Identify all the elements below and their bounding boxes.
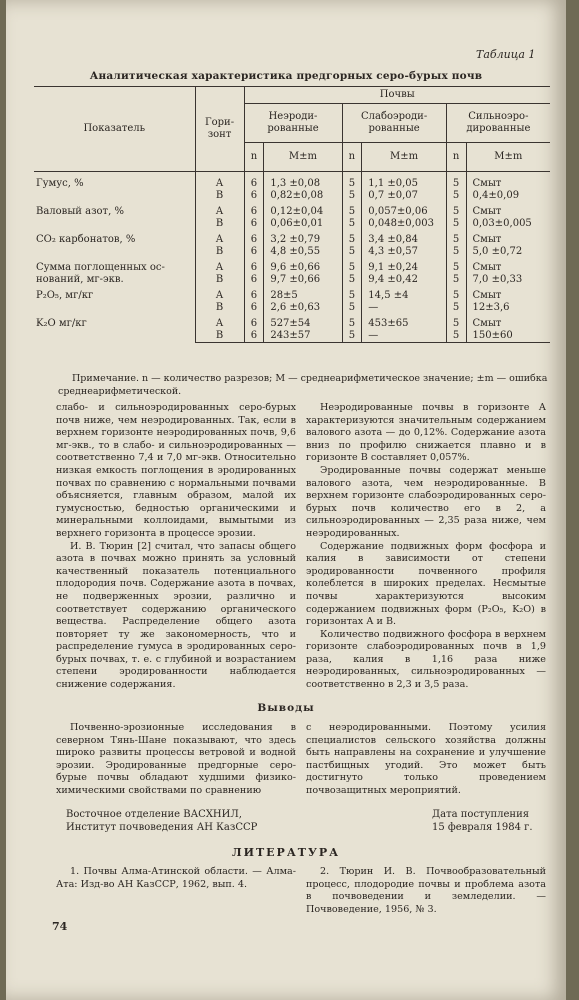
- mean-cell: 5,0 ±0,72: [466, 246, 550, 258]
- mean-cell: 0,06±0,01: [264, 218, 342, 230]
- n-cell: 5: [342, 330, 362, 343]
- n-cell: 6: [244, 258, 264, 274]
- n-cell: 5: [446, 330, 466, 343]
- n-cell: 6: [244, 218, 264, 230]
- header-mean: M±m: [264, 143, 342, 172]
- paragraph: Неэродированные почвы в горизонте А характеризуются значительным содержанием валового азота — до 0,12%. Содержание азота вниз по профилю снижается плавно и в горизонте В составляет 0,057%.: [306, 402, 546, 464]
- horizon-cell: B: [195, 246, 244, 258]
- row-label: Валовый азот, %: [36, 206, 124, 217]
- horizon-cell: A: [195, 286, 244, 302]
- n-cell: 5: [342, 230, 362, 246]
- mean-cell: 9,7 ±0,66: [264, 274, 342, 286]
- affiliation: [66, 808, 257, 834]
- mean-cell: 1,3 ±0,08: [264, 172, 342, 191]
- mean-cell: 9,1 ±0,24: [362, 258, 446, 274]
- table-note: Примечание. n — количество разрезов; M — среднеарифметическое значение; ±m — ошибка среднеарифметической.: [58, 373, 548, 397]
- page-number: 74: [52, 920, 68, 933]
- n-cell: 6: [244, 246, 264, 258]
- table-row: [34, 286, 550, 302]
- n-cell: 5: [446, 172, 466, 191]
- header-horizon: Гори- зонт: [195, 87, 244, 172]
- n-cell: 6: [244, 202, 264, 218]
- n-cell: 5: [342, 258, 362, 274]
- row-label: P₂O₅, мг/кг: [36, 290, 94, 301]
- mean-cell: 3,2 ±0,79: [264, 230, 342, 246]
- table-title: Аналитическая характеристика предгорных серо-бурых почв: [89, 70, 483, 82]
- paragraph: Почвенно-эрозионные исследования в северном Тянь-Шане показывают, что здесь широко развиты процессы ветровой и водной эрозии. Эродированные предгорные серо-бурые почвы обладают худшими физико-химическими свойствами по сравнению: [56, 722, 296, 796]
- reference-text: 2. Тюрин И. В. Почвообразовательный процесс, плодородие почвы и проблема азота в почвоведении и земледелии. — Почвоведение, 1956, № 3.: [306, 866, 546, 915]
- received-date: [432, 808, 533, 834]
- mean-cell: 0,4±0,09: [466, 190, 550, 202]
- table-row: [34, 202, 550, 218]
- n-cell: 6: [244, 274, 264, 286]
- header-group-noneroded: Неэроди- рованные: [244, 104, 342, 143]
- paragraph: с неэродированными. Поэтому усилия специалистов сельского хозяйства должны быть направлены на сохранение и улучшение пастбищных угодий. Это может быть достигнуто только проведением почвозащитных мероприятий.: [306, 722, 546, 796]
- mean-cell: 12±3,6: [466, 302, 550, 314]
- mean-cell: 0,057±0,06: [362, 202, 446, 218]
- n-cell: 5: [446, 274, 466, 286]
- affiliation-line: Восточное отделение ВАСХНИЛ,: [66, 809, 242, 820]
- table-row: [34, 230, 550, 246]
- horizon-cell: B: [195, 190, 244, 202]
- n-cell: 5: [446, 190, 466, 202]
- mean-cell: Смыт: [466, 258, 550, 274]
- n-cell: 6: [244, 230, 264, 246]
- horizon-cell: B: [195, 218, 244, 230]
- mean-cell: 14,5 ±4: [362, 286, 446, 302]
- n-cell: 6: [244, 286, 264, 302]
- table-row: [34, 172, 550, 191]
- journal-page: [6, 0, 566, 1000]
- mean-cell: 453±65: [362, 314, 446, 330]
- mean-cell: 4,8 ±0,55: [264, 246, 342, 258]
- mean-cell: 9,4 ±0,42: [362, 274, 446, 286]
- n-cell: 5: [446, 218, 466, 230]
- paragraph: Эродированные почвы содержат меньше валового азота, чем неэродированные. В верхнем горизонте слабоэродированных серо-бурых почв количество его в 2, а сильноэродированных — 2,35 раза ниже, чем неэродированных.: [306, 464, 546, 539]
- conclusions-left: [56, 722, 296, 798]
- horizon-cell: A: [195, 258, 244, 274]
- mean-cell: 28±5: [264, 286, 342, 302]
- mean-cell: 527±54: [264, 314, 342, 330]
- reference-2: [306, 866, 546, 916]
- received-value: 15 февраля 1984 г.: [432, 822, 533, 833]
- n-cell: 6: [244, 190, 264, 202]
- header-mean: M±m: [362, 143, 446, 172]
- header-n: n: [342, 143, 362, 172]
- n-cell: 5: [342, 246, 362, 258]
- n-cell: 6: [244, 314, 264, 330]
- horizon-cell: A: [195, 172, 244, 191]
- mean-cell: —: [362, 302, 446, 314]
- reference-text: 1. Почвы Алма-Атинской области. — Алма-Ата: Изд-во АН КазССР, 1962, вып. 4.: [56, 866, 296, 890]
- table-row: [34, 258, 550, 274]
- mean-cell: 9,6 ±0,66: [264, 258, 342, 274]
- header-group-strongly-eroded: Сильноэро- дированные: [446, 104, 550, 143]
- n-cell: 5: [446, 302, 466, 314]
- mean-cell: Смыт: [466, 230, 550, 246]
- n-cell: 5: [342, 202, 362, 218]
- mean-cell: Смыт: [466, 286, 550, 302]
- n-cell: 5: [342, 286, 362, 302]
- n-cell: 5: [342, 218, 362, 230]
- mean-cell: 0,048±0,003: [362, 218, 446, 230]
- mean-cell: 7,0 ±0,33: [466, 274, 550, 286]
- row-label: Сумма поглощенных ос- нований, мг-экв.: [36, 262, 165, 285]
- n-cell: 5: [342, 274, 362, 286]
- horizon-cell: B: [195, 302, 244, 314]
- mean-cell: 4,3 ±0,57: [362, 246, 446, 258]
- affiliation-line: Институт почвоведения АН КазССР: [66, 822, 258, 833]
- n-cell: 6: [244, 302, 264, 314]
- n-cell: 5: [446, 246, 466, 258]
- horizon-cell: A: [195, 230, 244, 246]
- n-cell: 5: [342, 172, 362, 191]
- header-n: n: [446, 143, 466, 172]
- mean-cell: 0,12±0,04: [264, 202, 342, 218]
- header-n: n: [244, 143, 264, 172]
- table-caption: Таблица 1: [476, 48, 536, 61]
- mean-cell: 3,4 ±0,84: [362, 230, 446, 246]
- paragraph: Количество подвижного фосфора в верхнем горизонте слабоэродированных почв в 1,9 раза, калия в 1,16 раза ниже неэродированных, сильноэродированных — соответственно в 2,3 и 3,5 раза.: [306, 628, 546, 691]
- analysis-table: [34, 86, 550, 343]
- mean-cell: 150±60: [466, 330, 550, 343]
- mean-cell: Смыт: [466, 202, 550, 218]
- horizon-cell: B: [195, 330, 244, 343]
- row-label: CO₂ карбонатов, %: [36, 234, 136, 245]
- header-soils: Почвы: [244, 87, 550, 104]
- n-cell: 6: [244, 172, 264, 191]
- literature-heading: ЛИТЕРАТУРА: [231, 846, 341, 859]
- conclusions-heading: Выводы: [257, 702, 315, 714]
- text-column-left: [56, 402, 296, 692]
- header-indicator: Показатель: [34, 87, 195, 172]
- horizon-cell: A: [195, 314, 244, 330]
- mean-cell: Смыт: [466, 314, 550, 330]
- header-group-slightly-eroded: Слабоэроди- рованные: [342, 104, 446, 143]
- header-mean: M±m: [466, 143, 550, 172]
- n-cell: 6: [244, 330, 264, 343]
- conclusions-right: [306, 722, 546, 798]
- n-cell: 5: [446, 258, 466, 274]
- mean-cell: 0,7 ±0,07: [362, 190, 446, 202]
- mean-cell: 2,6 ±0,63: [264, 302, 342, 314]
- n-cell: 5: [446, 230, 466, 246]
- mean-cell: 1,1 ±0,05: [362, 172, 446, 191]
- mean-cell: 243±57: [264, 330, 342, 343]
- n-cell: 5: [446, 314, 466, 330]
- table-body: [34, 172, 550, 343]
- text-column-right: [306, 402, 546, 692]
- horizon-cell: A: [195, 202, 244, 218]
- n-cell: 5: [342, 190, 362, 202]
- reference-1: [56, 866, 296, 891]
- mean-cell: 0,82±0,08: [264, 190, 342, 202]
- n-cell: 5: [446, 202, 466, 218]
- n-cell: 5: [446, 286, 466, 302]
- paragraph: И. В. Тюрин [2] считал, что запасы общего азота в почвах можно принять за условный качественный показатель потенциального плодородия почв. Содержание азота в почвах, не подверженных эрозии, различно и соответствует содержанию органического вещества. Распределение общего азота повторяет ту же закономерность, что и распределение гумуса в эродированных серо-бурых почвах, т. е. с глубиной и возрастанием степени эродированности наблюдается снижение содержания.: [56, 540, 296, 691]
- table-row: [34, 314, 550, 330]
- mean-cell: Смыт: [466, 172, 550, 191]
- row-label: K₂O мг/кг: [36, 318, 87, 329]
- received-label: Дата поступления: [432, 809, 530, 820]
- n-cell: 5: [342, 314, 362, 330]
- n-cell: 5: [342, 302, 362, 314]
- mean-cell: —: [362, 330, 446, 343]
- mean-cell: 0,03±0,005: [466, 218, 550, 230]
- paragraph: слабо- и сильноэродированных серо-бурых почв ниже, чем неэродированных. Так, если в верхнем горизонте неэродированных почв, 9,6 мг-экв., то в слабо- и сильноэродированных — соответственно 7,4 и 7,0 мг-экв. Относительно низкая емкость поглощения в эродированных почвах по сравнению с нормальными почвами объясняется, главным образом, малой их гумусностью, бедностью органическими и минеральными коллоидами, вымытыми из верхнего горизонта в процессе эрозии.: [56, 402, 296, 539]
- paragraph: Содержание подвижных форм фосфора и калия в зависимости от степени эродированности почвенного профиля колеблется в широких пределах. Несмытые почвы характеризуются высоким содержанием подвижных форм (P₂O₅, K₂O) в горизонтах А и В.: [306, 540, 546, 628]
- row-label: Гумус, %: [36, 178, 84, 189]
- horizon-cell: B: [195, 274, 244, 286]
